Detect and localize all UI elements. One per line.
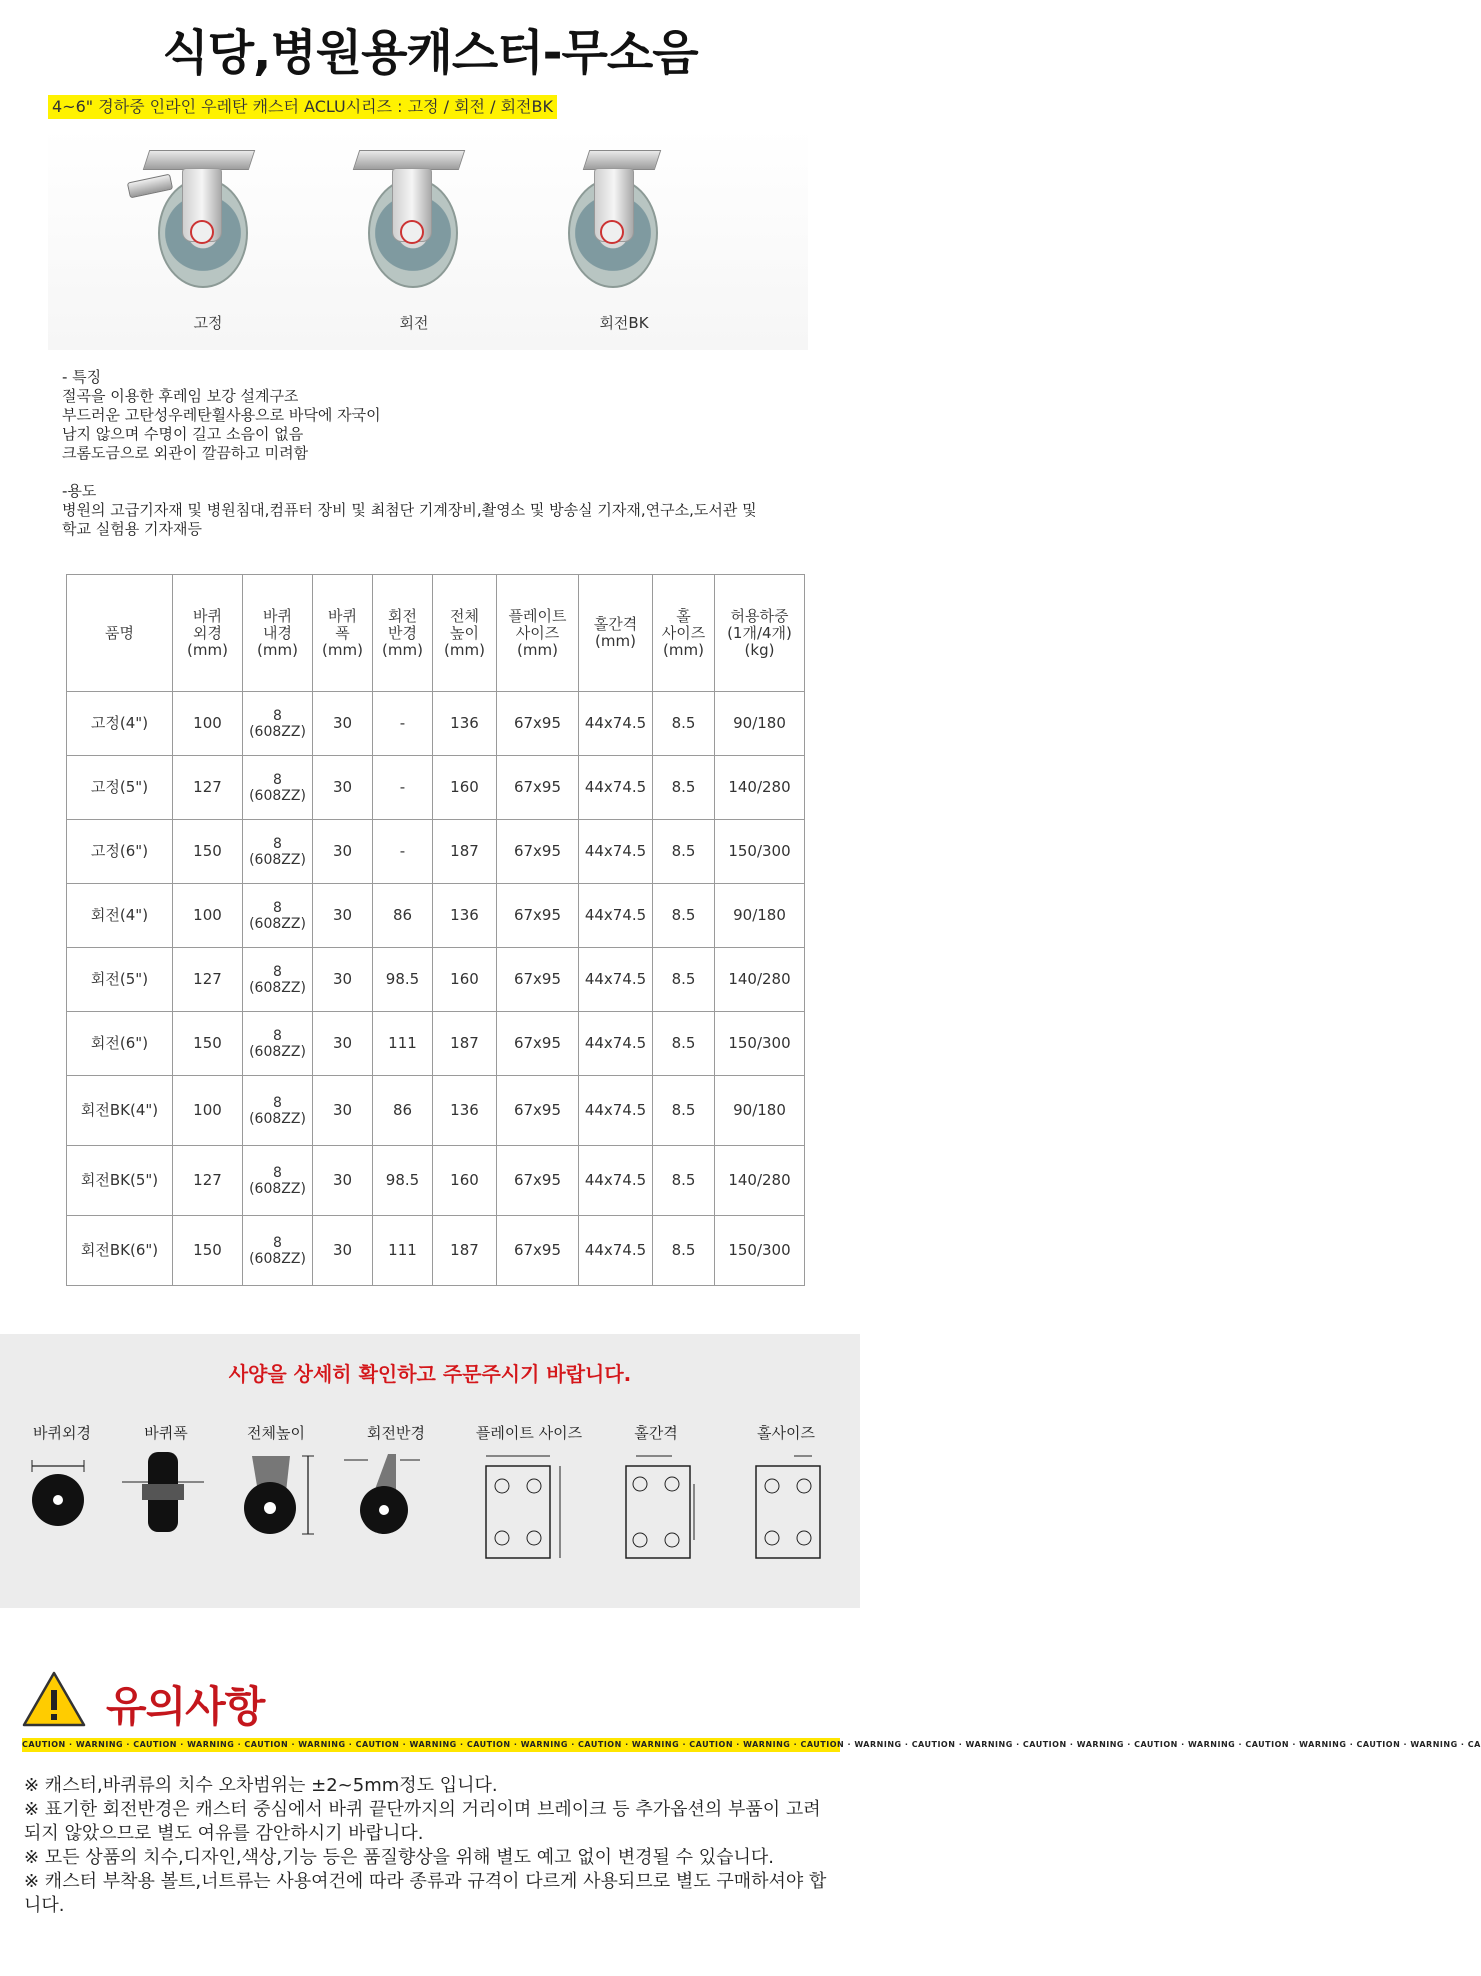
table-cell: 136 xyxy=(433,1076,497,1146)
table-cell: 86 xyxy=(373,884,433,948)
product-name-cell: 회전(6") xyxy=(67,1012,173,1076)
hole-spacing-diagram xyxy=(622,1452,702,1564)
hole-size-diagram xyxy=(752,1452,824,1564)
product-name-cell: 회전BK(5") xyxy=(67,1146,173,1216)
table-cell: 100 xyxy=(173,1076,243,1146)
table-cell: 127 xyxy=(173,948,243,1012)
table-cell: 8 (608ZZ) xyxy=(243,1076,313,1146)
table-cell: 140/280 xyxy=(715,756,805,820)
plate-size-diagram xyxy=(482,1452,568,1564)
table-cell: 100 xyxy=(173,692,243,756)
table-cell: 127 xyxy=(173,1146,243,1216)
table-cell: 160 xyxy=(433,756,497,820)
wheel-width-diagram xyxy=(118,1452,208,1552)
feature-line: 절곡을 이용한 후레임 보강 설계구조 xyxy=(62,387,299,405)
usage-title: -용도 xyxy=(62,482,97,500)
table-cell: 67x95 xyxy=(497,884,579,948)
table-cell: 8 (608ZZ) xyxy=(243,692,313,756)
table-cell: 44x74.5 xyxy=(579,1216,653,1286)
table-cell: 160 xyxy=(433,948,497,1012)
feature-line: 남지 않으며 수명이 길고 소음이 없음 xyxy=(62,425,304,443)
table-cell: 44x74.5 xyxy=(579,756,653,820)
table-cell: 140/280 xyxy=(715,948,805,1012)
guide-label-hole-size: 홀사이즈 xyxy=(757,1424,815,1442)
product-name-cell: 회전BK(6") xyxy=(67,1216,173,1286)
table-cell: 90/180 xyxy=(715,884,805,948)
table-cell: 44x74.5 xyxy=(579,884,653,948)
table-cell: 90/180 xyxy=(715,692,805,756)
table-cell: 8 (608ZZ) xyxy=(243,1146,313,1216)
guide-label-wheel-width: 바퀴폭 xyxy=(144,1424,188,1442)
product-name-cell: 고정(4") xyxy=(67,692,173,756)
table-cell: 30 xyxy=(313,1076,373,1146)
table-row xyxy=(67,1076,805,1146)
table-cell: 44x74.5 xyxy=(579,1146,653,1216)
features-title: - 특징 xyxy=(62,368,102,386)
table-cell: 187 xyxy=(433,1216,497,1286)
table-row xyxy=(67,1012,805,1076)
column-header: 홀 사이즈 (mm) xyxy=(653,575,715,692)
notice-item: ※ 캐스터 부착용 볼트,너트류는 사용여건에 따라 종류과 규격이 다르게 사용되므로 별도 구매하셔야 합니다. xyxy=(24,1871,827,1916)
table-cell: 8.5 xyxy=(653,820,715,884)
product-name-cell: 고정(5") xyxy=(67,756,173,820)
product-name-cell: 회전BK(4") xyxy=(67,1076,173,1146)
table-cell: 30 xyxy=(313,820,373,884)
total-height-diagram xyxy=(240,1452,320,1552)
table-cell: 30 xyxy=(313,692,373,756)
guide-label-swivel-radius: 회전반경 xyxy=(367,1424,425,1442)
product-label-swivel-bk: 회전BK xyxy=(599,314,649,332)
table-cell: 8.5 xyxy=(653,1012,715,1076)
swivel-radius-diagram xyxy=(344,1452,424,1552)
column-header: 회전 반경 (mm) xyxy=(373,575,433,692)
table-cell: 86 xyxy=(373,1076,433,1146)
caution-strip: CAUTION · WARNING · CAUTION · WARNING · CAUTION · WARNING · CAUTION · WARNING · CAUTION · WARNING · CAUTION · WARNING · CAUTION · WARNING · CAUTION · WARNING · CAUTION · WARNING · CAUTION · WARNING · CAUTION · WARNING · CAUTION · WARNING · CAUTION · WARNING · CA xyxy=(22,1738,840,1752)
table-cell: 8 (608ZZ) xyxy=(243,1216,313,1286)
table-cell: 67x95 xyxy=(497,1076,579,1146)
table-cell: 8.5 xyxy=(653,756,715,820)
table-cell: 111 xyxy=(373,1216,433,1286)
column-header: 플레이트 사이즈 (mm) xyxy=(497,575,579,692)
table-cell: 67x95 xyxy=(497,948,579,1012)
table-cell: 90/180 xyxy=(715,1076,805,1146)
table-cell: 111 xyxy=(373,1012,433,1076)
table-cell: 30 xyxy=(313,756,373,820)
table-cell: 30 xyxy=(313,1146,373,1216)
product-photo xyxy=(48,128,808,350)
notice-item: ※ 모든 상품의 치수,디자인,색상,기능 등은 품질향상을 위해 별도 예고 없이 변경될 수 있습니다. xyxy=(24,1847,774,1868)
table-cell: 127 xyxy=(173,756,243,820)
column-header: 바퀴 내경 (mm) xyxy=(243,575,313,692)
table-cell: 67x95 xyxy=(497,1216,579,1286)
table-cell: 8.5 xyxy=(653,692,715,756)
table-cell: 150 xyxy=(173,1012,243,1076)
column-header: 홀간격 (mm) xyxy=(579,575,653,692)
table-cell: 98.5 xyxy=(373,948,433,1012)
table-header-row xyxy=(67,575,805,692)
table-cell: - xyxy=(373,820,433,884)
table-cell: 100 xyxy=(173,884,243,948)
notice-title: 유의사항 xyxy=(106,1682,265,1731)
table-cell: 8.5 xyxy=(653,1076,715,1146)
table-cell: 8 (608ZZ) xyxy=(243,1012,313,1076)
table-cell: 150 xyxy=(173,820,243,884)
table-cell: 44x74.5 xyxy=(579,1076,653,1146)
table-cell: 160 xyxy=(433,1146,497,1216)
table-cell: 30 xyxy=(313,1012,373,1076)
table-cell: 8 (608ZZ) xyxy=(243,756,313,820)
swivel-caster-image xyxy=(328,148,488,288)
spec-guide-section xyxy=(0,1334,860,1608)
guide-label-total-height: 전체높이 xyxy=(247,1424,305,1442)
table-cell: 67x95 xyxy=(497,692,579,756)
notice-item: ※ 캐스터,바퀴류의 치수 오차범위는 ±2~5mm정도 입니다. xyxy=(24,1775,498,1796)
column-header: 바퀴 외경 (mm) xyxy=(173,575,243,692)
table-cell: 150/300 xyxy=(715,1012,805,1076)
table-cell: - xyxy=(373,692,433,756)
guide-label-hole-spacing: 홀간격 xyxy=(634,1424,678,1442)
column-header: 전체 높이 (mm) xyxy=(433,575,497,692)
guide-title: 사양을 상세히 확인하고 주문주시기 바랍니다. xyxy=(228,1362,632,1386)
table-cell: 98.5 xyxy=(373,1146,433,1216)
table-row xyxy=(67,1146,805,1216)
table-cell: 187 xyxy=(433,1012,497,1076)
table-cell: 44x74.5 xyxy=(579,1012,653,1076)
table-cell: 136 xyxy=(433,884,497,948)
notice-list xyxy=(24,1774,836,1918)
table-cell: 67x95 xyxy=(497,820,579,884)
table-cell: 150 xyxy=(173,1216,243,1286)
table-cell: 8 (608ZZ) xyxy=(243,820,313,884)
fixed-caster-image xyxy=(118,148,278,288)
table-cell: 30 xyxy=(313,948,373,1012)
usage-line: 학교 실험용 기자재등 xyxy=(62,520,202,538)
usage-line: 병원의 고급기자재 및 병원침대,컴퓨터 장비 및 최첨단 기계장비,촬영소 및 방송실 기자재,연구소,도서관 및 xyxy=(62,501,757,519)
table-cell: 8.5 xyxy=(653,884,715,948)
column-header: 바퀴 폭 (mm) xyxy=(313,575,373,692)
column-header: 허용하중 (1개/4개) (kg) xyxy=(715,575,805,692)
notice-item: ※ 표기한 회전반경은 캐스터 중심에서 바퀴 끝단까지의 거리이며 브레이크 등 추가옵션의 부품이 고려되지 않았으므로 별도 여유를 감안하시기 바랍니다. xyxy=(24,1799,821,1844)
table-cell: 136 xyxy=(433,692,497,756)
table-row xyxy=(67,820,805,884)
product-description xyxy=(62,368,822,539)
table-row xyxy=(67,884,805,948)
product-label-swivel: 회전 xyxy=(399,314,429,332)
table-cell: 44x74.5 xyxy=(579,692,653,756)
product-label-fixed: 고정 xyxy=(193,314,223,332)
column-header: 품명 xyxy=(67,575,173,692)
table-cell: 8.5 xyxy=(653,948,715,1012)
table-row xyxy=(67,692,805,756)
table-cell: 67x95 xyxy=(497,756,579,820)
table-row xyxy=(67,1216,805,1286)
table-cell: 30 xyxy=(313,1216,373,1286)
table-cell: 8 (608ZZ) xyxy=(243,884,313,948)
spec-table xyxy=(66,574,805,1286)
table-cell: 67x95 xyxy=(497,1012,579,1076)
product-name-cell: 고정(6") xyxy=(67,820,173,884)
table-cell: 8 (608ZZ) xyxy=(243,948,313,1012)
product-series-subtitle: 4~6" 경하중 인라인 우레탄 캐스터 ACLU시리즈 : 고정 / 회전 / 회전BK xyxy=(48,95,557,119)
table-cell: 8.5 xyxy=(653,1216,715,1286)
table-cell: 140/280 xyxy=(715,1146,805,1216)
table-cell: 150/300 xyxy=(715,1216,805,1286)
table-cell: - xyxy=(373,756,433,820)
table-cell: 187 xyxy=(433,820,497,884)
wheel-diameter-diagram xyxy=(26,1452,92,1552)
warning-icon xyxy=(22,1670,86,1728)
table-row xyxy=(67,756,805,820)
swivel-brake-caster-image xyxy=(538,148,698,288)
table-cell: 8.5 xyxy=(653,1146,715,1216)
feature-line: 크롬도금으로 외관이 깔끔하고 미려함 xyxy=(62,444,309,462)
table-cell: 30 xyxy=(313,884,373,948)
table-row xyxy=(67,948,805,1012)
table-cell: 67x95 xyxy=(497,1146,579,1216)
guide-label-plate-size: 플레이트 사이즈 xyxy=(475,1424,583,1442)
table-cell: 44x74.5 xyxy=(579,948,653,1012)
guide-label-wheel-diameter: 바퀴외경 xyxy=(33,1424,91,1442)
product-name-cell: 회전(4") xyxy=(67,884,173,948)
table-cell: 44x74.5 xyxy=(579,820,653,884)
page-title: 식당,병원용캐스터-무소음 xyxy=(162,25,698,81)
table-cell: 150/300 xyxy=(715,820,805,884)
notice-header xyxy=(22,1668,842,1730)
product-name-cell: 회전(5") xyxy=(67,948,173,1012)
feature-line: 부드러운 고탄성우레탄휠사용으로 바닥에 자국이 xyxy=(62,406,381,424)
